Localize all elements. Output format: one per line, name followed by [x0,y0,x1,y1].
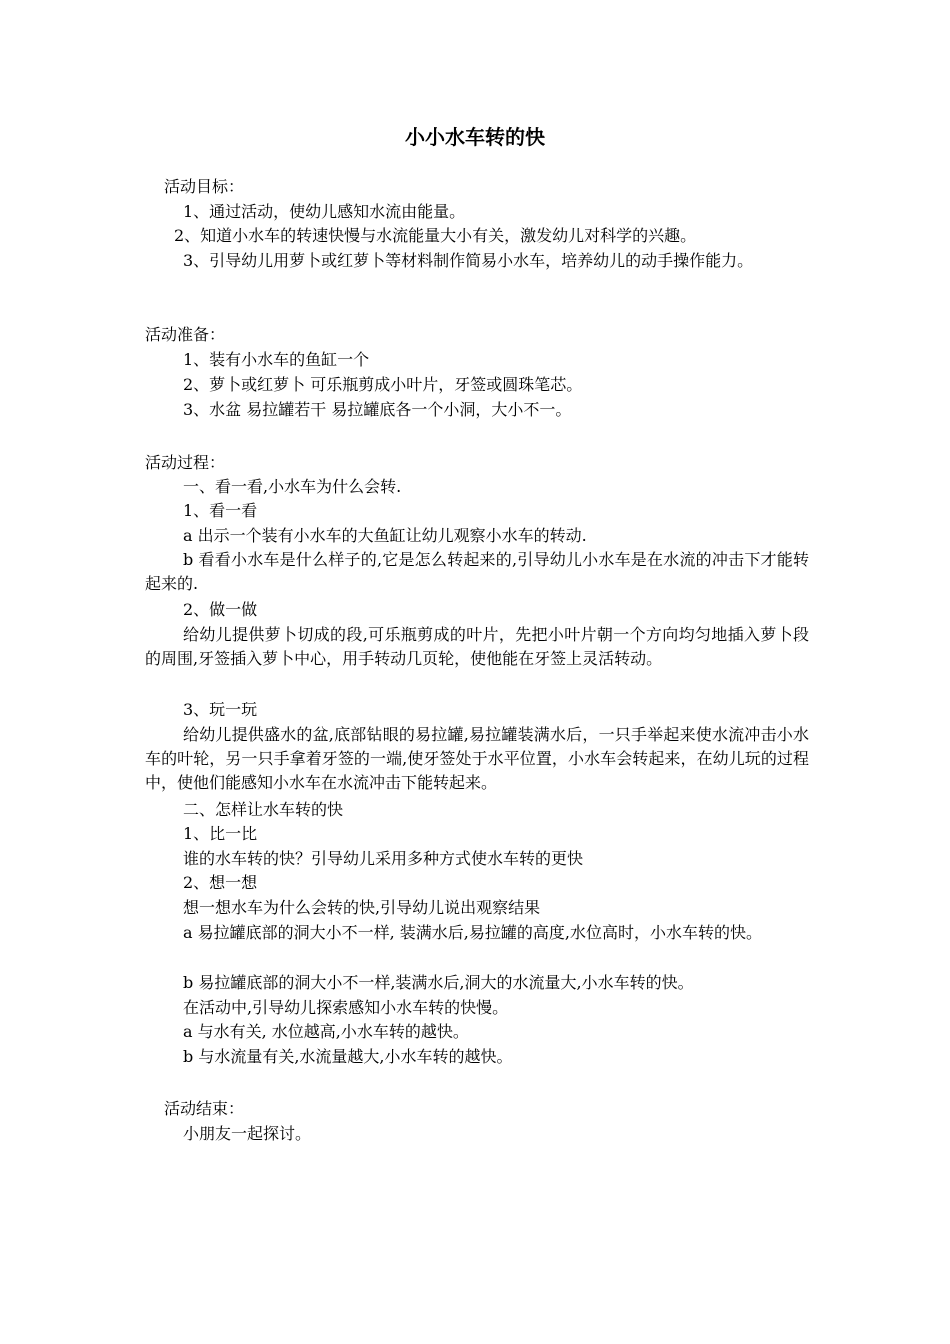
process-heading: 活动过程： [145,453,226,472]
process-paragraph: 给幼儿提供盛水的盆,底部钻眼的易拉罐,易拉罐装满水后，一只手举起来使水流冲击小水车的叶轮，另一只手拿着牙签的一端,使牙签处于水平位置，小水车会转起来，在幼儿玩的过程中，使他们能感知小水车在水流冲击下能转起来。 [145,725,809,792]
document-title: 小小水车转的快 [405,125,545,149]
process-text: b 与水流量有关,水流量越大,小水车转的越快。 [183,1047,513,1066]
process-paragraph: 给幼儿提供萝卜切成的段,可乐瓶剪成的叶片，先把小叶片朝一个方向均匀地插入萝卜段的周围,牙签插入萝卜中心，用手转动几页轮，使他能在牙签上灵活转动。 [145,625,809,668]
process-text: a 出示一个装有小水车的大鱼缸让幼儿观察小水车的转动. [183,526,587,545]
process-text: a 与水有关, 水位越高,小水车转的越快。 [183,1022,469,1041]
prep-item-1: 1、装有小水车的鱼缸一个 [183,350,370,369]
goal-item-3: 3、引导幼儿用萝卜或红萝卜等材料制作简易小水车，培养幼儿的动手操作能力。 [183,251,754,270]
process-paragraph: a 易拉罐底部的洞大小不一样, 装满水后,易拉罐的高度,水位高时，小水车转的快。 [183,923,762,942]
end-item: 小朋友一起探讨。 [183,1124,312,1143]
goals-heading: 活动目标： [164,177,245,196]
process-text: 想一想水车为什么会转的快,引导幼儿说出观察结果 [183,898,541,917]
goal-item-2: 2、知道小水车的转速快慢与水流能量大小有关，激发幼儿对科学的兴趣。 [174,226,697,245]
process-step-2: 2、做一做 [183,600,258,619]
process-paragraph: b 看看小水车是什么样子的,它是怎么转起来的,引导幼儿小水车是在水流的冲击下才能转起来的. [145,550,809,593]
process-step-5: 2、想一想 [183,873,258,892]
end-heading: 活动结束： [164,1099,245,1118]
process-text: b 易拉罐底部的洞大小不一样,装满水后,洞大的水流量大,小水车转的快。 [183,973,694,992]
prep-item-2: 2、萝卜或红萝卜 可乐瓶剪成小叶片，牙签或圆珠笔芯。 [183,375,583,394]
prep-heading: 活动准备： [145,325,226,344]
prep-item-3: 3、水盆 易拉罐若干 易拉罐底各一个小洞，大小不一。 [183,400,572,419]
process-section-1: 一、看一看,小水车为什么会转. [183,477,402,496]
goal-item-1: 1、通过活动，使幼儿感知水流由能量。 [183,202,466,221]
process-section-2: 二、怎样让水车转的快 [183,800,344,819]
process-text: 谁的水车转的快？引导幼儿采用多种方式使水车转的更快 [183,849,584,868]
process-step-1: 1、看一看 [183,501,258,520]
process-step-3: 3、玩一玩 [183,700,258,719]
process-text: 在活动中,引导幼儿探索感知小水车转的快慢。 [183,998,509,1017]
process-step-4: 1、比一比 [183,824,258,843]
